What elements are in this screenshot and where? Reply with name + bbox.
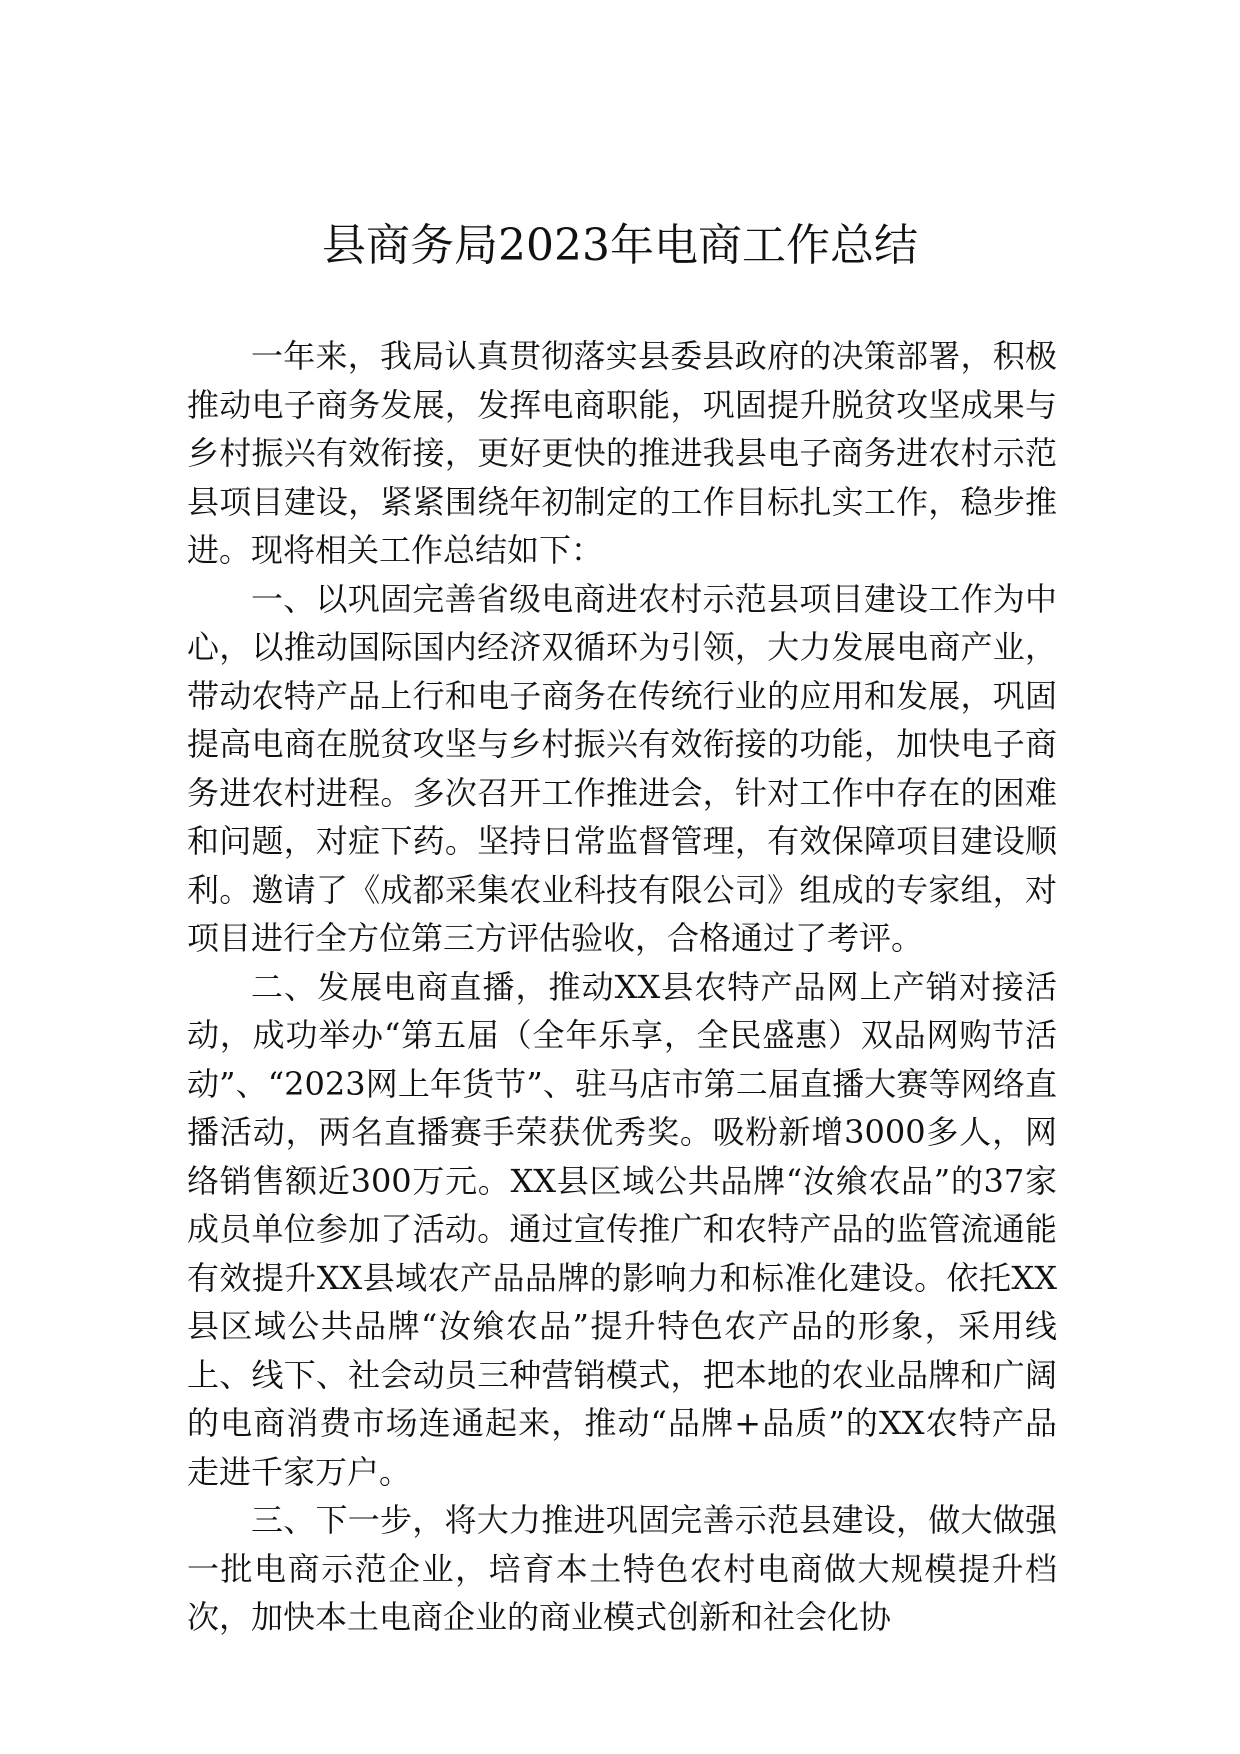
paragraph-section-2: 二、发展电商直播，推动XX县农特产品网上产销对接活动，成功举办“第五届（全年乐享，全民盛惠）双品网购节活动”、“2023网上年货节”、驻马店市第二届直播大赛等网络直播活动，两名直播赛手荣获优秀奖。吸粉新增3000多人，网络销售额近300万元。XX县区域公共品牌“汝飨农品”的37家成员单位参加了活动。通过宣传推广和农特产品的监管流通能有效提升XX县域农产品品牌的影响力和标准化建设。依托XX县区域公共品牌“汝飨农品”提升特色农产品的形象，采用线上、线下、社会动员三种营销模式，把本地的农业品牌和广阔的电商消费市场连通起来，推动“品牌+品质”的XX农特产品走进千家万户。 — [187, 967, 1057, 1491]
document-title: 县商务局2023年电商工作总结 — [322, 220, 918, 271]
document-body — [187, 332, 1057, 1642]
paragraph-section-3: 三、下一步，将大力推进巩固完善示范县建设，做大做强一批电商示范企业，培育本土特色农村电商做大规模提升档次，加快本土电商企业的商业模式创新和社会化协 — [187, 1501, 1057, 1636]
paragraph-section-1: 一、以巩固完善省级电商进农村示范县项目建设工作为中心，以推动国际国内经济双循环为引领，大力发展电商产业，带动农特产品上行和电子商务在传统行业的应用和发展，巩固提高电商在脱贫攻坚与乡村振兴有效衔接的功能，加快电子商务进农村进程。多次召开工作推进会，针对工作中存在的困难和问题，对症下药。坚持日常监督管理，有效保障项目建设顺利。邀请了《成都采集农业科技有限公司》组成的专家组，对项目进行全方位第三方评估验收，合格通过了考评。 — [187, 579, 1057, 957]
paragraph-intro: 一年来，我局认真贯彻落实县委县政府的决策部署，积极推动电子商务发展，发挥电商职能，巩固提升脱贫攻坚成果与乡村振兴有效衔接，更好更快的推进我县电子商务进农村示范县项目建设，紧紧围绕年初制定的工作目标扎实工作，稳步推进。现将相关工作总结如下： — [187, 337, 1057, 569]
